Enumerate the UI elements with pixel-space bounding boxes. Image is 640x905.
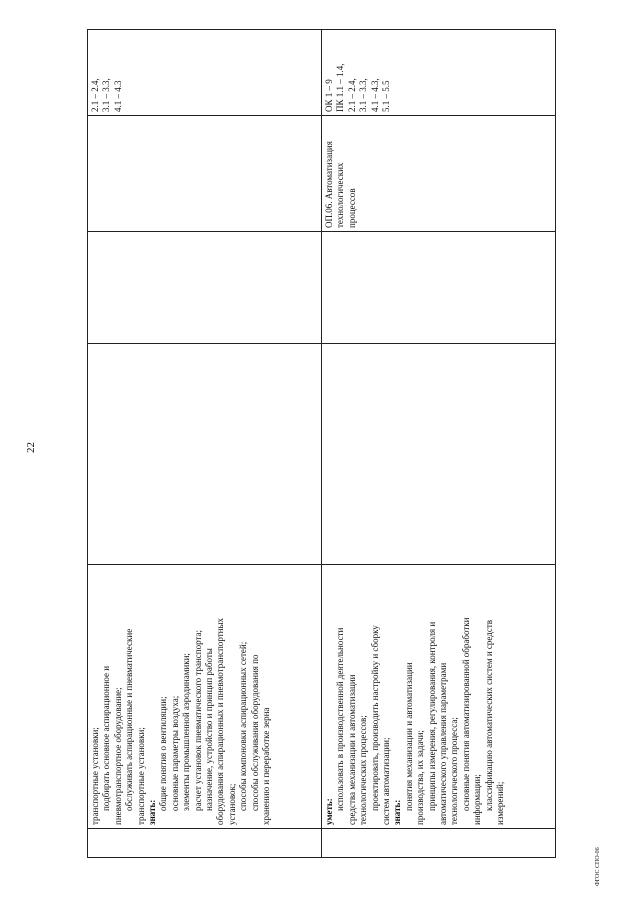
competency-lines	[90, 33, 124, 112]
competency-table-grid	[87, 29, 556, 858]
content-line: производства, их задачи;	[415, 730, 426, 825]
content-line: использовать в производственной деятельности	[335, 627, 346, 811]
content-line: систем автоматизации;	[381, 737, 392, 825]
content-line: пневмотранспортное оборудование;	[112, 687, 123, 825]
content-line: хранению и переработке зерна	[261, 707, 272, 825]
content-line: основные параметры воздуха;	[169, 695, 180, 811]
competency-line: 5.1 – 5.5	[381, 80, 392, 112]
competency-table	[87, 30, 555, 858]
competency-line: 3.1 – 3.3,	[358, 78, 369, 112]
discipline-cell	[322, 116, 556, 232]
discipline-line: ОП.06. Автоматизация	[324, 141, 334, 228]
content-line: установок;	[226, 783, 237, 825]
competency-line: 2.1 – 2.4,	[346, 78, 357, 112]
competency-line: 4.1 – 4.3,	[369, 78, 380, 112]
competency-line: ПК 1.1 – 1.4,	[335, 63, 346, 112]
index-cell	[88, 829, 322, 858]
competencies-cell	[88, 30, 322, 116]
content-line: информации;	[472, 774, 483, 825]
discipline-line: процессов	[346, 188, 357, 228]
content-line: средства механизации и автоматизации	[346, 674, 357, 825]
content-line: понятия механизации и автоматизации	[403, 662, 414, 811]
content-line: транспортные установки;	[135, 727, 146, 825]
content-line: технологического процесса;	[449, 717, 460, 825]
content-line: способы обслуживания оборудования по	[249, 654, 260, 811]
content-line: расчет установок пневматического транспорта;	[192, 630, 203, 811]
index-cell	[322, 829, 556, 858]
content-cell	[88, 565, 322, 829]
section-heading: уметь:	[324, 798, 334, 825]
hours-cell	[88, 232, 322, 344]
discipline-cell	[88, 116, 322, 232]
content-line: обслуживать аспирационные и пневматические	[124, 628, 135, 811]
content-line: основные понятия автоматизированной обработки	[460, 617, 471, 811]
hours-cell	[322, 232, 556, 344]
section-heading: знать:	[147, 799, 158, 825]
content-line: измерений;	[495, 781, 506, 825]
competency-line: 3.1 – 3.3,	[101, 78, 112, 112]
content-line: проектировать, производить настройку и сборку	[369, 625, 380, 811]
content-lines	[324, 568, 507, 825]
content-lines	[90, 568, 273, 825]
competency-lines	[324, 33, 392, 112]
content-line: способы компоновки аспирационных сетей;	[238, 641, 249, 811]
section-heading: знать:	[392, 799, 403, 825]
content-line: автоматического управления параметрами	[438, 662, 449, 825]
footer-code-text: ФГОС СПО-06	[595, 847, 601, 886]
content-cell	[322, 565, 556, 829]
content-line: оборудования аспирационных и пневмотранспортных	[215, 617, 226, 825]
competency-line: 2.1 – 2.4,	[90, 78, 100, 112]
table-row	[88, 30, 322, 858]
discipline-line: технологических	[335, 162, 346, 228]
competency-line: ОК 1 – 9	[324, 79, 334, 112]
content-line: транспортные установки;	[90, 727, 100, 825]
content-line: классификацию автоматических систем и средств	[483, 619, 494, 811]
content-line: элементы промышленной аэродинамики;	[181, 653, 192, 811]
discipline-lines	[324, 119, 358, 228]
competency-line: 4.1 – 4.3	[112, 80, 123, 112]
content-line: технологических процессов;	[358, 715, 369, 825]
content-line: принципы измерения, регулирования, контроля и	[426, 621, 437, 811]
content-line: подбирать основное аспирационное и	[101, 665, 112, 811]
competencies-cell	[322, 30, 556, 116]
table-row	[322, 30, 556, 858]
content-line: общие понятия о вентиляции;	[158, 696, 169, 811]
empty-cell	[322, 344, 556, 565]
empty-cell	[88, 344, 322, 565]
content-line: назначение, устройство и принцип работы	[204, 648, 215, 811]
page-number-text: 22	[25, 442, 37, 453]
